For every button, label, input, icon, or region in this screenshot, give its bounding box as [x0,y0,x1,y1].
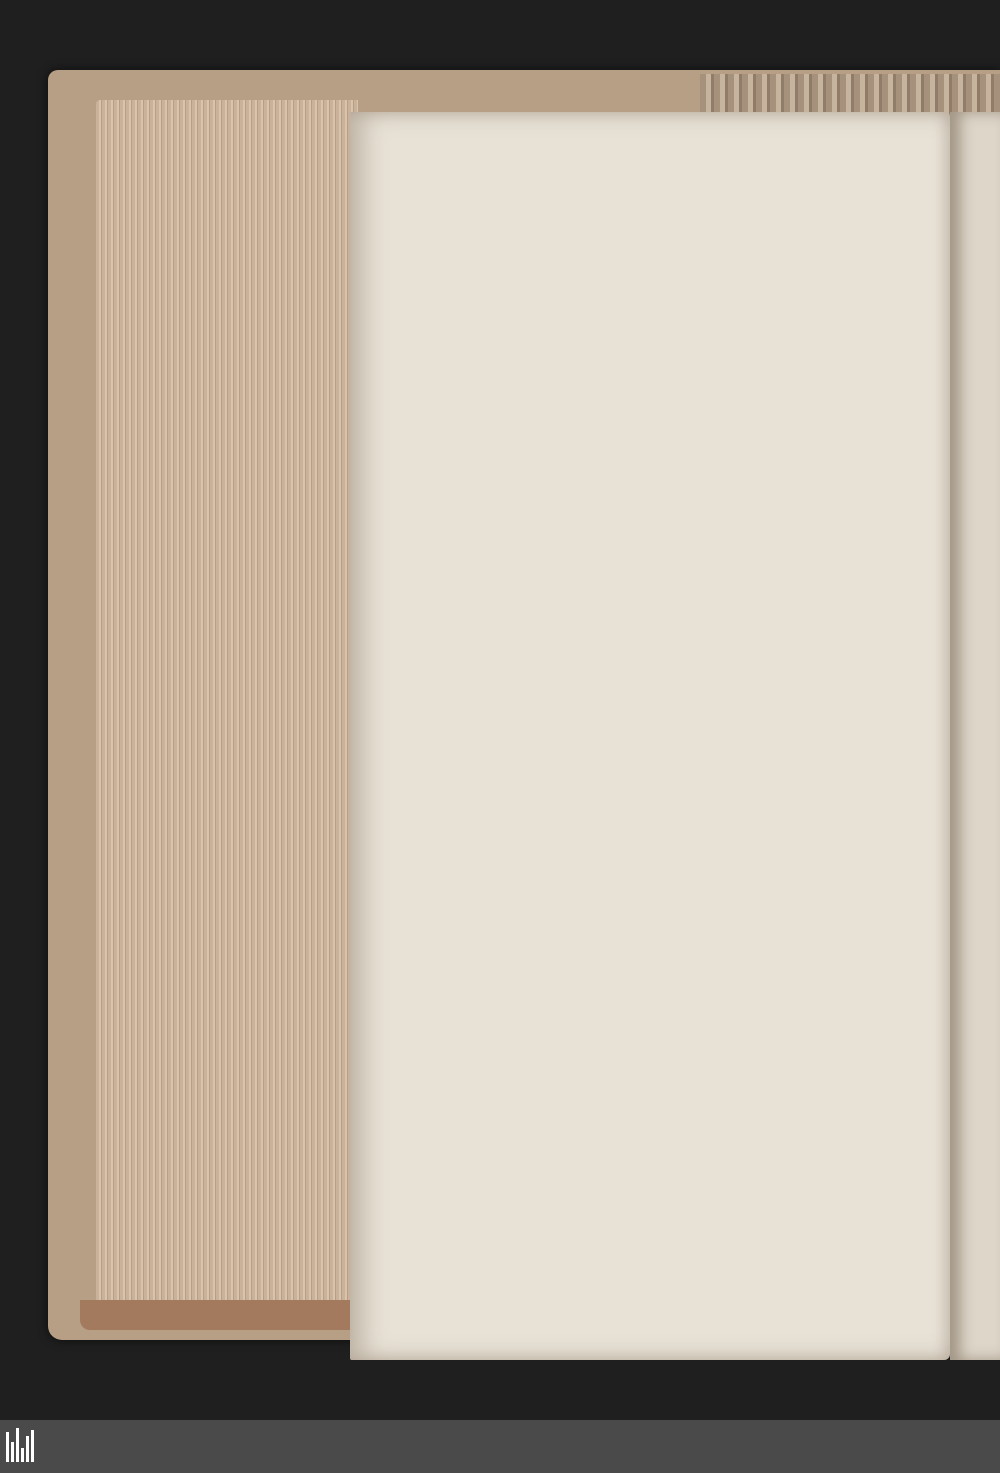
running-head [432,168,942,199]
page-block-edges [96,100,358,1330]
book-headband [700,74,1000,114]
page-text [432,168,942,205]
library-logo-icon [6,1428,46,1466]
book-page [350,112,950,1360]
facing-page-edge [950,112,1000,1360]
library-footer [0,1420,1000,1473]
